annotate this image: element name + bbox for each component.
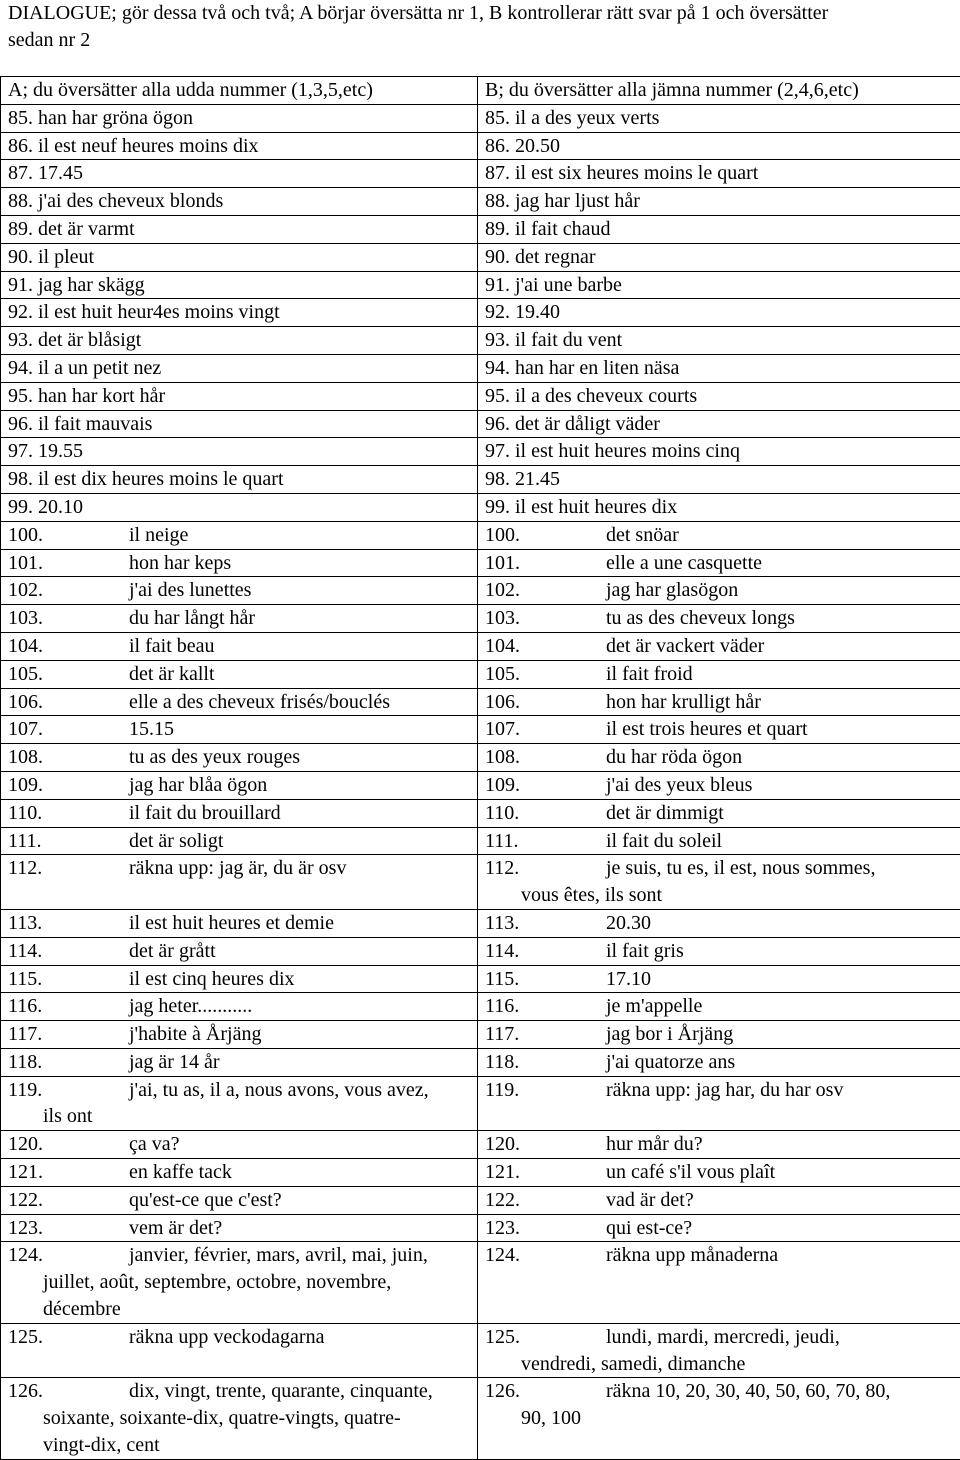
table-row xyxy=(1,466,960,494)
cell-b: 94. han har en liten näsa xyxy=(478,354,960,382)
cell-b: 87. il est six heures moins le quart xyxy=(478,160,960,188)
instructions-line-1: DIALOGUE; gör dessa två och två; A börjar översätta nr 1, B kontrollerar rätt svar på 1 och översätter xyxy=(8,0,948,27)
item-number: 102. xyxy=(8,577,129,604)
cell-b xyxy=(478,1021,960,1049)
cell-a xyxy=(1,1214,478,1242)
instructions-line-2: sedan nr 2 xyxy=(8,27,948,54)
table-row xyxy=(1,1186,960,1214)
item-number: 111. xyxy=(8,828,129,855)
cell-a xyxy=(1,771,478,799)
cell-a xyxy=(1,1323,478,1378)
item-number: 100. xyxy=(8,522,129,549)
cell-a xyxy=(1,965,478,993)
item-number: 119. xyxy=(8,1077,129,1104)
cell-a xyxy=(1,1021,478,1049)
cell-a xyxy=(1,632,478,660)
item-text: il fait beau xyxy=(129,635,215,657)
item-text: jag bor i Årjäng xyxy=(606,1023,733,1045)
item-number: 123. xyxy=(485,1215,606,1242)
item-text: il fait froid xyxy=(606,663,693,685)
cell-a: 93. det är blåsigt xyxy=(1,327,478,355)
cell-a xyxy=(1,605,478,633)
item-text: qu'est-ce que c'est? xyxy=(129,1189,282,1211)
header-a: A; du översätter alla udda nummer (1,3,5,etc) xyxy=(1,77,478,105)
cell-b xyxy=(478,716,960,744)
cell-b xyxy=(478,993,960,1021)
item-text: räkna upp: jag är, du är osv xyxy=(129,857,346,879)
table-row xyxy=(1,132,960,160)
table-row xyxy=(1,1076,960,1131)
item-text: je m'appelle xyxy=(606,995,702,1017)
table-row xyxy=(1,1131,960,1159)
item-text: det snöar xyxy=(606,524,679,546)
item-number: 117. xyxy=(485,1021,606,1048)
cell-a: 98. il est dix heures moins le quart xyxy=(1,466,478,494)
table-row xyxy=(1,104,960,132)
cell-b xyxy=(478,549,960,577)
item-number: 120. xyxy=(485,1131,606,1158)
item-number: 102. xyxy=(485,577,606,604)
cell-b: 86. 20.50 xyxy=(478,132,960,160)
item-text: ça va? xyxy=(129,1133,180,1155)
item-number: 113. xyxy=(8,910,129,937)
item-number: 125. xyxy=(8,1324,129,1351)
item-number: 123. xyxy=(8,1215,129,1242)
item-text: j'ai quatorze ans xyxy=(606,1051,735,1073)
table-row xyxy=(1,605,960,633)
item-number: 109. xyxy=(8,772,129,799)
cell-b xyxy=(478,771,960,799)
cell-a: 94. il a un petit nez xyxy=(1,354,478,382)
table-row xyxy=(1,799,960,827)
cell-b: 97. il est huit heures moins cinq xyxy=(478,438,960,466)
cell-a xyxy=(1,744,478,772)
table-row xyxy=(1,1214,960,1242)
item-text: lundi, mardi, mercredi, jeudi, xyxy=(606,1326,840,1348)
item-text: räkna upp: jag har, du har osv xyxy=(606,1079,843,1101)
table-row xyxy=(1,688,960,716)
cell-b xyxy=(478,632,960,660)
item-text: det är soligt xyxy=(129,830,223,852)
item-number: 109. xyxy=(485,772,606,799)
cell-b xyxy=(478,799,960,827)
cell-b xyxy=(478,1131,960,1159)
cell-b: 98. 21.45 xyxy=(478,466,960,494)
cell-a xyxy=(1,1242,478,1323)
cell-b: 92. 19.40 xyxy=(478,299,960,327)
table-row xyxy=(1,660,960,688)
table-row xyxy=(1,744,960,772)
item-text: 17.10 xyxy=(606,968,651,990)
table-row xyxy=(1,1021,960,1049)
item-text: vem är det? xyxy=(129,1217,222,1239)
cell-a: 85. han har gröna ögon xyxy=(1,104,478,132)
table-row xyxy=(1,160,960,188)
cell-b xyxy=(478,688,960,716)
cell-b: 89. il fait chaud xyxy=(478,215,960,243)
table-row xyxy=(1,271,960,299)
item-text: räkna upp månaderna xyxy=(606,1244,778,1266)
cell-a: 97. 19.55 xyxy=(1,438,478,466)
item-text: il fait du soleil xyxy=(606,830,722,852)
item-text: det är grått xyxy=(129,940,216,962)
cell-a: 89. det är varmt xyxy=(1,215,478,243)
cell-a xyxy=(1,688,478,716)
table-row xyxy=(1,493,960,521)
table-row xyxy=(1,188,960,216)
item-text: jag har glasögon xyxy=(606,579,738,601)
item-number: 103. xyxy=(485,605,606,632)
cell-b xyxy=(478,1076,960,1131)
item-text: j'habite à Årjäng xyxy=(129,1023,261,1045)
item-number: 108. xyxy=(8,744,129,771)
item-text: tu as des yeux rouges xyxy=(129,746,300,768)
item-text: elle a des cheveux frisés/bouclés xyxy=(129,691,390,713)
item-text: du har långt hår xyxy=(129,607,255,629)
cell-b xyxy=(478,1242,960,1323)
cell-a xyxy=(1,993,478,1021)
cell-b xyxy=(478,521,960,549)
dialogue-table xyxy=(0,76,960,1460)
item-text-cont: vendredi, samedi, dimanche xyxy=(485,1351,960,1378)
table-row xyxy=(1,438,960,466)
cell-b xyxy=(478,605,960,633)
item-number: 126. xyxy=(485,1378,606,1405)
cell-b xyxy=(478,855,960,910)
cell-a xyxy=(1,1048,478,1076)
cell-a xyxy=(1,549,478,577)
table-row xyxy=(1,1242,960,1323)
table-row xyxy=(1,716,960,744)
item-number: 111. xyxy=(485,828,606,855)
item-number: 125. xyxy=(485,1324,606,1351)
table-row xyxy=(1,1323,960,1378)
item-number: 116. xyxy=(8,993,129,1020)
item-number: 124. xyxy=(485,1242,606,1269)
cell-a xyxy=(1,827,478,855)
item-number: 118. xyxy=(485,1049,606,1076)
item-number: 119. xyxy=(485,1077,606,1104)
item-number: 114. xyxy=(485,938,606,965)
cell-a xyxy=(1,521,478,549)
item-number: 106. xyxy=(485,689,606,716)
item-text: janvier, février, mars, avril, mai, juin, xyxy=(129,1244,428,1266)
cell-b xyxy=(478,1323,960,1378)
header-b: B; du översätter alla jämna nummer (2,4,6,etc) xyxy=(478,77,960,105)
cell-b: 88. jag har ljust hår xyxy=(478,188,960,216)
cell-b xyxy=(478,744,960,772)
item-number: 115. xyxy=(485,966,606,993)
item-text-cont: vous êtes, ils sont xyxy=(485,882,960,909)
item-text-cont: juillet, août, septembre, octobre, novembre, xyxy=(8,1269,477,1296)
item-number: 107. xyxy=(8,716,129,743)
item-number: 117. xyxy=(8,1021,129,1048)
table-row xyxy=(1,410,960,438)
item-text: jag heter........... xyxy=(129,995,252,1017)
item-text-cont: vingt-dix, cent xyxy=(8,1432,477,1459)
cell-a: 92. il est huit heur4es moins vingt xyxy=(1,299,478,327)
instructions xyxy=(8,0,948,54)
item-number: 100. xyxy=(485,522,606,549)
item-text: räkna upp veckodagarna xyxy=(129,1326,324,1348)
cell-a: 87. 17.45 xyxy=(1,160,478,188)
item-number: 104. xyxy=(8,633,129,660)
cell-a xyxy=(1,1159,478,1187)
cell-a xyxy=(1,799,478,827)
item-number: 110. xyxy=(8,800,129,827)
cell-b: 96. det är dåligt väder xyxy=(478,410,960,438)
item-text: il est huit heures et demie xyxy=(129,912,334,934)
table-row xyxy=(1,1378,960,1459)
cell-b xyxy=(478,1048,960,1076)
item-text: dix, vingt, trente, quarante, cinquante, xyxy=(129,1380,433,1402)
item-number: 105. xyxy=(485,661,606,688)
item-text-cont: décembre xyxy=(8,1296,477,1323)
item-text: il est cinq heures dix xyxy=(129,968,295,990)
table-row xyxy=(1,1159,960,1187)
table-row xyxy=(1,549,960,577)
item-number: 112. xyxy=(8,855,129,882)
table-row xyxy=(1,327,960,355)
cell-b xyxy=(478,909,960,937)
item-text: jag har blåa ögon xyxy=(129,774,267,796)
cell-b xyxy=(478,660,960,688)
table-row xyxy=(1,215,960,243)
item-text: un café s'il vous plaît xyxy=(606,1161,775,1183)
item-text-cont: ils ont xyxy=(8,1103,477,1130)
cell-b xyxy=(478,1214,960,1242)
cell-a xyxy=(1,855,478,910)
item-text: j'ai des lunettes xyxy=(129,579,251,601)
cell-a: 91. jag har skägg xyxy=(1,271,478,299)
table-row xyxy=(1,243,960,271)
cell-a xyxy=(1,1378,478,1459)
item-number: 121. xyxy=(8,1159,129,1186)
cell-a: 86. il est neuf heures moins dix xyxy=(1,132,478,160)
cell-b: 93. il fait du vent xyxy=(478,327,960,355)
item-number: 118. xyxy=(8,1049,129,1076)
item-text: 20.30 xyxy=(606,912,651,934)
cell-a xyxy=(1,937,478,965)
item-text: du har röda ögon xyxy=(606,746,742,768)
item-number: 114. xyxy=(8,938,129,965)
item-number: 124. xyxy=(8,1242,129,1269)
item-number: 103. xyxy=(8,605,129,632)
item-text: jag är 14 år xyxy=(129,1051,220,1073)
cell-a xyxy=(1,716,478,744)
table-row xyxy=(1,382,960,410)
item-number: 122. xyxy=(485,1187,606,1214)
table-row xyxy=(1,855,960,910)
item-text: qui est-ce? xyxy=(606,1217,692,1239)
cell-b xyxy=(478,937,960,965)
item-text-cont: soixante, soixante-dix, quatre-vingts, quatre- xyxy=(8,1405,477,1432)
table-row xyxy=(1,1048,960,1076)
cell-b: 99. il est huit heures dix xyxy=(478,493,960,521)
cell-a xyxy=(1,577,478,605)
item-number: 113. xyxy=(485,910,606,937)
cell-a xyxy=(1,1186,478,1214)
cell-a xyxy=(1,1076,478,1131)
cell-a: 96. il fait mauvais xyxy=(1,410,478,438)
cell-b xyxy=(478,1186,960,1214)
table-row xyxy=(1,827,960,855)
table-row xyxy=(1,521,960,549)
cell-b xyxy=(478,577,960,605)
item-text-cont: 90, 100 xyxy=(485,1405,960,1432)
item-number: 121. xyxy=(485,1159,606,1186)
cell-a xyxy=(1,660,478,688)
item-number: 122. xyxy=(8,1187,129,1214)
cell-b xyxy=(478,827,960,855)
cell-b: 91. j'ai une barbe xyxy=(478,271,960,299)
item-number: 112. xyxy=(485,855,606,882)
item-number: 107. xyxy=(485,716,606,743)
item-text: il fait du brouillard xyxy=(129,802,281,824)
item-text: hon har krulligt hår xyxy=(606,691,761,713)
item-text: il fait gris xyxy=(606,940,684,962)
item-text: j'ai, tu as, il a, nous avons, vous avez, xyxy=(129,1079,429,1101)
item-text: det är kallt xyxy=(129,663,215,685)
table-row xyxy=(1,299,960,327)
cell-a: 90. il pleut xyxy=(1,243,478,271)
item-number: 126. xyxy=(8,1378,129,1405)
table-header-row xyxy=(1,77,960,105)
table-row xyxy=(1,577,960,605)
item-text: en kaffe tack xyxy=(129,1161,232,1183)
item-number: 101. xyxy=(485,550,606,577)
item-number: 116. xyxy=(485,993,606,1020)
item-text: det är vackert väder xyxy=(606,635,764,657)
item-number: 101. xyxy=(8,550,129,577)
cell-b: 90. det regnar xyxy=(478,243,960,271)
table-row xyxy=(1,771,960,799)
item-text: hur mår du? xyxy=(606,1133,703,1155)
cell-a xyxy=(1,909,478,937)
item-text: vad är det? xyxy=(606,1189,694,1211)
item-number: 108. xyxy=(485,744,606,771)
item-number: 104. xyxy=(485,633,606,660)
item-number: 106. xyxy=(8,689,129,716)
item-text: elle a une casquette xyxy=(606,552,762,574)
item-text: je suis, tu es, il est, nous sommes, xyxy=(606,857,875,879)
item-number: 120. xyxy=(8,1131,129,1158)
item-text: il neige xyxy=(129,524,188,546)
cell-a: 99. 20.10 xyxy=(1,493,478,521)
item-number: 110. xyxy=(485,800,606,827)
item-text: il est trois heures et quart xyxy=(606,718,808,740)
item-number: 115. xyxy=(8,966,129,993)
table-row xyxy=(1,354,960,382)
table-row xyxy=(1,937,960,965)
item-text: hon har keps xyxy=(129,552,231,574)
item-text: det är dimmigt xyxy=(606,802,724,824)
table-row xyxy=(1,965,960,993)
cell-b: 95. il a des cheveux courts xyxy=(478,382,960,410)
item-text: tu as des cheveux longs xyxy=(606,607,795,629)
table-row xyxy=(1,909,960,937)
cell-b: 85. il a des yeux verts xyxy=(478,104,960,132)
cell-a xyxy=(1,1131,478,1159)
item-text: j'ai des yeux bleus xyxy=(606,774,752,796)
table-row xyxy=(1,993,960,1021)
cell-b xyxy=(478,1378,960,1459)
cell-a: 95. han har kort hår xyxy=(1,382,478,410)
item-text: räkna 10, 20, 30, 40, 50, 60, 70, 80, xyxy=(606,1380,890,1402)
item-number: 105. xyxy=(8,661,129,688)
cell-b xyxy=(478,1159,960,1187)
cell-a: 88. j'ai des cheveux blonds xyxy=(1,188,478,216)
cell-b xyxy=(478,965,960,993)
table-row xyxy=(1,632,960,660)
item-text: 15.15 xyxy=(129,718,174,740)
